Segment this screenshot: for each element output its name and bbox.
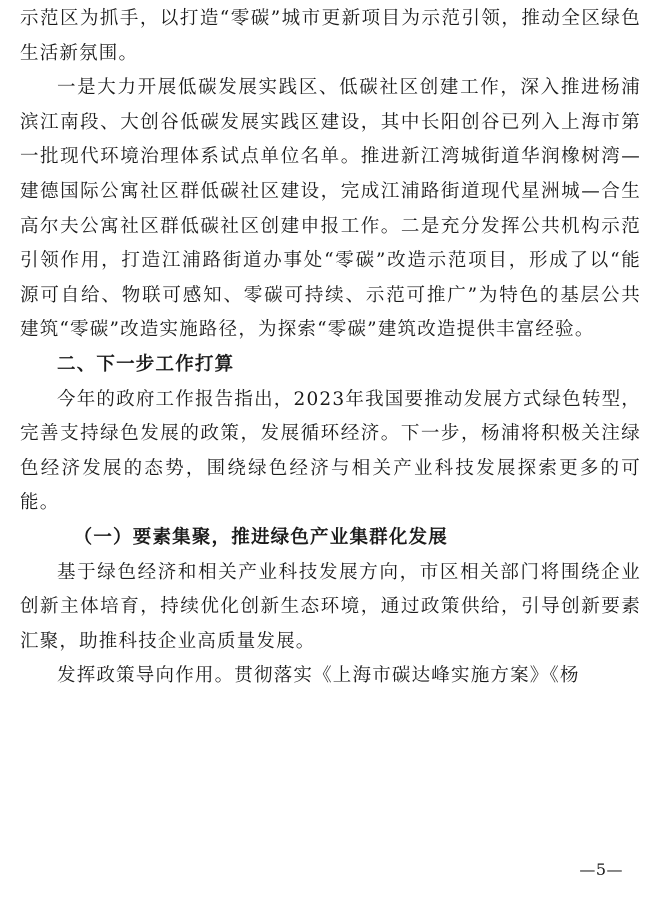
paragraph-government-report: 今年的政府工作报告指出，2023年我国要推动发展方式绿色转型，完善支持绿色发展的政策，发展循环经济。下一步，杨浦将积极关注绿色经济发展的态势，围绕绿色经济与相关产业科技发展探索更多的可能。	[20, 388, 641, 514]
page-number: —5—	[579, 860, 623, 879]
paragraph-continued: 示范区为抓手，以打造“零碳”城市更新项目为示范引领，推动全区绿色生活新氛围。	[20, 8, 641, 64]
section-heading: 二、下一步工作打算	[57, 353, 235, 375]
paragraph-policy-guidance: 发挥政策导向作用。贯彻落实《上海市碳达峰实施方案》《杨	[57, 665, 580, 687]
subsection-heading: （一）要素集聚，推进绿色产业集群化发展	[73, 526, 448, 548]
paragraph-low-carbon-practice: 一是大力开展低碳发展实践区、低碳社区创建工作，深入推进杨浦滨江南段、大创谷低碳发展实践区建设，其中长阳创谷已列入上海市第一批现代环境治理体系试点单位名单。推进新江湾城街道华润橡树湾—建德国际公寓社区群低碳社区建设，完成江浦路街道现代星洲城—合生高尔夫公寓社区群低碳社区创建申报工作。二是充分发挥公共机构示范引领作用，打造江浦路街道办事处“零碳”改造示范项目，形成了以“能源可自给、物联可感知、零碳可持续、示范可推广”为特色的基层公共建筑“零碳”改造实施路径，为探索“零碳”建筑改造提供丰富经验。	[20, 77, 641, 341]
paragraph-innovation-support: 基于绿色经济和相关产业科技发展方向，市区相关部门将围绕企业创新主体培育，持续优化创新生态环境，通过政策供给，引导创新要素汇聚，助推科技企业高质量发展。	[20, 561, 641, 652]
